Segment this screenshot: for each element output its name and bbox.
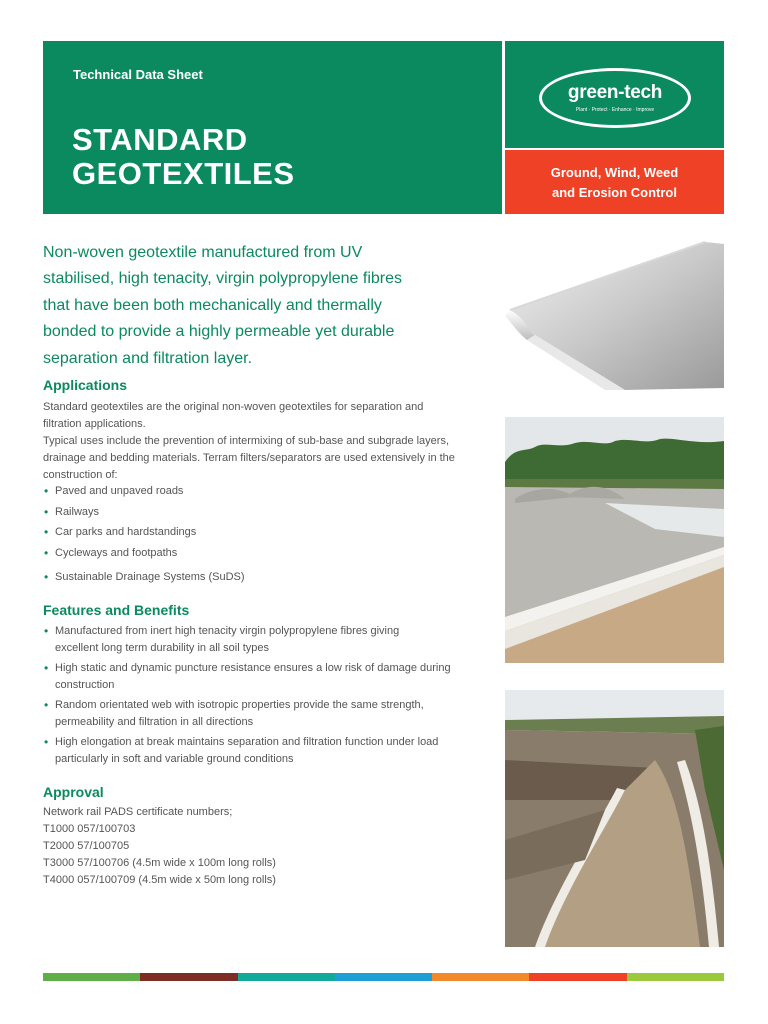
text-line: • High elongation at break maintains separation and filtration function under load <box>55 736 439 748</box>
gravel-path-photo <box>505 690 724 947</box>
green-tech-logo <box>539 68 691 128</box>
geotextile-roll-photo <box>505 240 724 390</box>
intro-line: separation and filtration layer. <box>43 349 253 367</box>
page-title <box>72 123 295 191</box>
text-line: drainage and bedding materials. Terram filters/separators are used extensively in the <box>43 452 455 464</box>
list-item <box>43 734 488 768</box>
header-title-block <box>43 41 502 214</box>
features-heading: Features and Benefits <box>43 602 190 618</box>
text-line: • Random orientated web with isotropic properties provide the same strength, <box>55 699 424 711</box>
features-list <box>43 623 488 771</box>
text-line: T4000 057/100709 (4.5m wide x 50m long rolls) <box>43 874 276 886</box>
intro-line: bonded to provide a highly permeable yet durable <box>43 323 395 341</box>
text-line: construction <box>55 679 115 691</box>
applications-heading: Applications <box>43 377 128 393</box>
footer-color-bar <box>43 973 724 981</box>
text-line: • High static and dynamic puncture resistance ensures a low risk of damage during <box>55 662 451 674</box>
category-line-2: and Erosion Control <box>552 185 677 200</box>
logo-tagline: Plant · Protect · Enhance · Improve <box>575 107 655 113</box>
logo-wordmark: green-tech <box>567 82 663 103</box>
category-line-1: Ground, Wind, Weed <box>550 165 679 180</box>
footer-stripe <box>238 973 335 981</box>
list-item: • Car parks and hardstandings <box>43 524 488 541</box>
text-line: • Manufactured from inert high tenacity virgin polypropylene fibres giving <box>55 625 400 637</box>
list-item: • Railways <box>43 504 488 521</box>
footer-stripe <box>43 973 140 981</box>
text-line: filtration applications. <box>43 418 146 430</box>
text-line: Network rail PADS certificate numbers; <box>43 806 233 818</box>
text-line: excellent long term durability in all soil types <box>55 642 269 654</box>
text-line: permeability and filtration in all directions <box>55 716 254 728</box>
intro-line: stabilised, high tenacity, virgin polypropylene fibres <box>43 270 403 288</box>
applications-paragraph <box>43 399 483 484</box>
logo-block <box>505 41 724 148</box>
text-line: T1000 057/100703 <box>43 823 136 835</box>
list-item: • Paved and unpaved roads <box>43 483 488 500</box>
text-line: particularly in soft and variable ground conditions <box>55 753 294 765</box>
footer-stripe <box>140 973 237 981</box>
text-line: Typical uses include the prevention of intermixing of sub-base and subgrade layers, <box>43 435 450 447</box>
list-item <box>43 623 488 657</box>
text-line: construction of: <box>43 469 118 481</box>
footer-stripe <box>432 973 529 981</box>
construction-site-photo <box>505 417 724 663</box>
list-item: • Cycleways and footpaths <box>43 545 488 562</box>
intro-line: that have been both mechanically and thermally <box>43 296 382 314</box>
page-title-line-2: GEOTEXTILES <box>72 156 295 191</box>
text-line: T3000 57/100706 (4.5m wide x 100m long rolls) <box>43 857 276 869</box>
list-item <box>43 697 488 731</box>
text-line: T2000 57/100705 <box>43 840 130 852</box>
intro-line: Non-woven geotextile manufactured from UV <box>43 244 363 261</box>
approval-paragraph <box>43 804 483 889</box>
list-item: • Sustainable Drainage Systems (SuDS) <box>43 569 488 586</box>
list-item <box>43 660 488 694</box>
footer-stripe <box>335 973 432 981</box>
page-title-line-1: STANDARD <box>72 122 248 157</box>
approval-heading: Approval <box>43 784 104 800</box>
intro-paragraph <box>43 240 493 372</box>
document-type: Technical Data Sheet <box>73 67 203 82</box>
text-line: Standard geotextiles are the original non-woven geotextiles for separation and <box>43 401 424 413</box>
applications-list <box>43 483 488 586</box>
category-banner <box>505 150 724 214</box>
footer-stripe <box>529 973 626 981</box>
footer-stripe <box>627 973 724 981</box>
